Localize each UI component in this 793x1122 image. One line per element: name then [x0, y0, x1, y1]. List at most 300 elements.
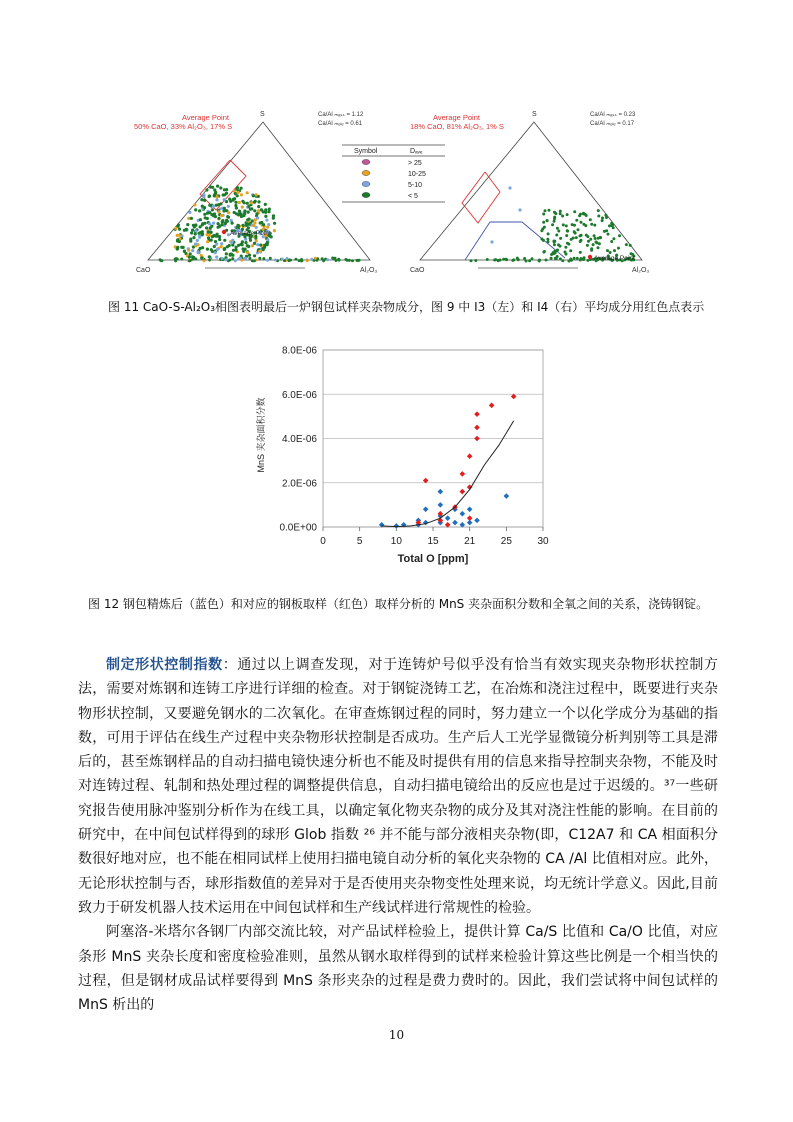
right-average-composition: 18% CaO, 81% Al₂O₃, 1% S — [410, 122, 504, 131]
right-inclusion-dot — [566, 230, 569, 233]
left-inclusion-dot — [174, 258, 177, 261]
left-inclusion-dot — [213, 212, 216, 215]
left-inclusion-dot — [272, 214, 275, 217]
left-inclusion-dot — [243, 201, 246, 204]
right-inclusion-dot — [610, 240, 613, 243]
left-inclusion-dot — [273, 229, 276, 232]
left-inclusion-dot — [206, 240, 209, 243]
left-inclusion-dot — [199, 218, 202, 221]
left-inclusion-dot — [274, 259, 277, 262]
left-inclusion-dot — [189, 252, 192, 255]
left-inclusion-dot — [219, 186, 222, 189]
right-inclusion-dot — [573, 210, 576, 213]
left-inclusion-dot — [237, 213, 240, 216]
right-inclusion-dot — [581, 258, 584, 261]
legend-label-2: 5-10 — [408, 182, 423, 189]
red-data-point — [460, 471, 466, 477]
left-inclusion-dot — [191, 229, 194, 232]
right-inclusion-dot — [556, 227, 559, 230]
left-inclusion-dot — [192, 236, 195, 239]
x-tick-label: 30 — [537, 536, 549, 547]
right-inclusion-dot — [531, 257, 534, 260]
blue-data-point — [460, 511, 466, 517]
left-inclusion-dot — [230, 253, 233, 256]
left-inclusion-dot — [253, 242, 256, 245]
left-inclusion-dot — [242, 214, 245, 217]
right-inclusion-dot — [553, 211, 556, 214]
right-inclusion-dot — [547, 232, 550, 235]
right-inclusion-dot — [587, 259, 590, 262]
right-inclusion-dot — [582, 212, 585, 215]
left-inclusion-dot — [205, 226, 208, 229]
left-inclusion-dot — [230, 241, 233, 244]
right-inclusion-dot — [609, 251, 612, 254]
x-tick-labels — [320, 536, 549, 547]
left-inclusion-dot — [208, 259, 211, 262]
blue-data-point — [467, 507, 473, 513]
left-inclusion-dot — [260, 208, 263, 211]
left-inclusion-dot — [194, 258, 197, 261]
red-data-point — [474, 425, 480, 431]
right-inclusion-dot — [542, 221, 545, 224]
left-inclusion-dot — [217, 203, 220, 206]
right-inclusion-dot — [517, 258, 520, 261]
left-inclusion-dot — [212, 222, 215, 225]
left-inclusion-dot — [250, 207, 253, 210]
left-inclusion-dot — [215, 198, 218, 201]
blue-data-point — [394, 523, 400, 529]
left-average-composition: 50% CaO, 33% Al₂O₃, 17% S — [134, 122, 233, 131]
left-inclusion-dot — [258, 250, 261, 253]
left-inclusion-dot — [225, 252, 228, 255]
left-inclusion-dot — [209, 186, 212, 189]
right-inclusion-dot — [625, 243, 628, 246]
left-inclusion-dot — [159, 258, 162, 261]
left-inclusion-dot — [223, 198, 226, 201]
right-inclusion-dot — [508, 186, 511, 189]
right-inclusion-dot — [582, 223, 585, 226]
left-inclusion-dot — [248, 257, 251, 260]
left-inclusion-dot — [194, 208, 197, 211]
left-inclusion-dot — [257, 200, 260, 203]
right-inclusion-dot — [518, 208, 521, 211]
left-inclusion-dot — [227, 205, 230, 208]
left-inclusion-dot — [247, 223, 250, 226]
right-inclusion-dot — [546, 238, 549, 241]
left-inclusion-dot — [208, 255, 211, 258]
left-inclusion-dot — [198, 236, 201, 239]
left-inclusion-dot — [240, 187, 243, 190]
right-inclusion-dot — [605, 216, 608, 219]
left-inclusion-dot — [248, 254, 251, 257]
right-inclusion-dot — [512, 258, 515, 261]
left-inclusion-dot — [356, 259, 359, 262]
left-inclusion-dot — [246, 218, 249, 221]
left-inclusion-dot — [225, 258, 228, 261]
x-tick-label: 0 — [320, 536, 326, 547]
right-inclusion-dot — [613, 249, 616, 252]
right-inclusion-dot — [553, 220, 556, 223]
left-inclusion-dot — [188, 256, 191, 259]
left-inclusion-dot — [234, 201, 237, 204]
left-inclusion-dot — [200, 256, 203, 259]
red-data-point — [467, 453, 473, 459]
left-inclusion-dot — [208, 195, 211, 198]
left-inclusion-dot — [243, 209, 246, 212]
left-inclusion-dot — [233, 211, 236, 214]
left-inclusion-dot — [220, 214, 223, 217]
right-red-region — [462, 172, 500, 223]
right-inclusion-dot — [559, 237, 562, 240]
left-inclusion-dot — [268, 208, 271, 211]
left-inclusion-dot — [212, 205, 215, 208]
left-inclusion-dot — [188, 259, 191, 262]
right-inclusion-dot — [543, 250, 546, 253]
left-average-label: Average Point — [230, 230, 271, 237]
left-inclusion-dot — [265, 219, 268, 222]
right-inclusion-dot — [490, 240, 493, 243]
right-inclusion-dot — [540, 238, 543, 241]
right-inclusion-dot — [559, 245, 562, 248]
red-data-point — [489, 403, 495, 409]
legend-symbol-0 — [362, 159, 370, 164]
red-data-point — [474, 411, 480, 417]
left-inclusion-dot — [253, 254, 256, 257]
right-inclusion-dot — [565, 234, 568, 237]
chart-axes — [323, 350, 543, 531]
paragraph-2: 阿塞洛-米塔尔各钢厂内部交流比较，对产品试样检验上，提供计算 Ca/S 比值和 Ca/O 比值，对应条形 MnS 夹杂长度和密度检验准则，虽然从钢水取样得到的试样来检验计算这些比例是一个相当快的过程，但是钢材成品试样要得到 MnS 条形夹杂的过程是费力费时的。因此，我们尝试将中间包试样的 MnS 析出的 — [78, 924, 718, 1014]
paragraph-1-text: ：通过以上调查发现，对于连铸炉号似乎没有恰当有效实现夹杂物形状控制方法，需要对炼钢和连铸工序进行详细的检查。对于钢锭浇铸工艺，在冶炼和浇注过程中，既要进行夹杂物形状控制，又要避免钢水的二次氧化。在审查炼钢过程的同时，努力建立一个以化学成分为基础的指数，可用于评估在线生产过程中夹杂物形状控制是否成功。生产后人工光学显微镜分析判别等工具是滞后的，甚至炼钢样品的自动扫描电镜快速分析也不能及时提供有用的信息来指导控制夹杂物，不能及时对连铸过程、轧制和热处理过程的调整提供信息，自动扫描电镜给出的反应也是过于迟缓的。³⁷一些研究报告使用脉冲鉴别分析作为在线工具，以确定氧化物夹杂物的成分及其对浇注性能的影响。在目前的研究中，在中间包试样得到的球形 Glob 指数 ²⁶ 并不能与部分液相夹杂物(即，C12A7 和 CA 相面积分数很好地对应，也不能在相同试样上使用扫描电镜自动分析的氧化夹杂物的 CA /Al 比值相对应。此外，无论形状控制与否，球形指数值的差异对于是否使用夹杂物变性处理来说，均无统计学意义。因此,目前致力于研发机器人技术运用在中间包试样和生产线试样进行常规性的检验。 — [78, 657, 719, 916]
left-inclusion-dot — [252, 194, 255, 197]
left-inclusion-dot — [257, 205, 260, 208]
left-inclusion-dot — [213, 188, 216, 191]
x-tick-label: 5 — [356, 536, 363, 547]
right-average-label: Average Point — [594, 255, 635, 262]
section-body — [78, 653, 718, 1017]
left-inclusion-dot — [180, 234, 183, 237]
red-data-point — [474, 436, 480, 442]
left-inclusion-dot — [247, 211, 250, 214]
left-inclusion-dot — [351, 259, 354, 262]
left-inclusion-dot — [322, 259, 325, 262]
left-inclusion-dot — [234, 259, 237, 262]
right-ratio-mass: Ca/Al ₘₐₛₛ = 0.23 — [590, 112, 636, 118]
right-inclusion-dot — [553, 216, 556, 219]
section-heading: 制定形状控制指数 — [106, 657, 223, 673]
left-inclusion-dot — [205, 188, 208, 191]
x-axis-label: Total O [ppm] — [397, 553, 469, 565]
left-inclusion-dot — [281, 258, 284, 261]
paragraph-1 — [78, 653, 718, 920]
left-inclusion-dot — [223, 247, 226, 250]
left-inclusion-dot — [193, 203, 196, 206]
left-inclusion-dot — [236, 186, 239, 189]
left-inclusion-dot — [264, 215, 267, 218]
left-inclusion-dot — [208, 222, 211, 225]
right-inclusion-dot — [578, 214, 581, 217]
left-inclusion-dot — [215, 243, 218, 246]
left-inclusion-dot — [238, 201, 241, 204]
left-inclusion-dot — [247, 205, 250, 208]
legend-col-d: Dₐᵥₑ — [410, 148, 423, 155]
left-inclusion-dot — [266, 226, 269, 229]
right-inclusion-dot — [548, 209, 551, 212]
right-inclusion-dot — [546, 219, 549, 222]
left-inclusion-dot — [244, 241, 247, 244]
right-inclusion-dot — [575, 236, 578, 239]
right-inclusion-dot — [601, 217, 604, 220]
left-inclusion-dot — [241, 259, 244, 262]
blue-data-point — [452, 520, 458, 526]
right-inclusion-points — [470, 186, 636, 262]
right-inclusion-dot — [597, 246, 600, 249]
right-inclusion-dot — [580, 239, 583, 242]
page-number: 10 — [388, 1028, 405, 1042]
right-inclusion-dot — [593, 224, 596, 227]
left-inclusion-dot — [253, 201, 256, 204]
left-inclusion-dot — [264, 203, 267, 206]
left-inclusion-points — [159, 185, 361, 263]
right-inclusion-dot — [553, 240, 556, 243]
right-inclusion-dot — [557, 230, 560, 233]
left-inclusion-dot — [201, 246, 204, 249]
right-inclusion-dot — [504, 258, 507, 261]
right-apex-s: S — [532, 111, 537, 118]
right-inclusion-dot — [573, 257, 576, 260]
legend-label-0: > 25 — [408, 160, 422, 167]
left-inclusion-dot — [201, 222, 204, 225]
figure-12-scatter-chart — [250, 335, 560, 570]
left-inclusion-dot — [203, 206, 206, 209]
left-inclusion-dot — [211, 208, 214, 211]
left-inclusion-dot — [198, 209, 201, 212]
left-inclusion-dot — [264, 211, 267, 214]
right-inclusion-dot — [576, 257, 579, 260]
left-inclusion-dot — [240, 193, 243, 196]
left-inclusion-dot — [266, 259, 269, 262]
left-inclusion-dot — [337, 258, 340, 261]
right-inclusion-dot — [612, 237, 615, 240]
right-inclusion-dot — [545, 259, 548, 262]
left-inclusion-dot — [180, 258, 183, 261]
red-data-point — [467, 515, 473, 521]
left-inclusion-dot — [295, 258, 298, 261]
left-inclusion-dot — [266, 238, 269, 241]
left-inclusion-dot — [241, 206, 244, 209]
left-inclusion-dot — [223, 193, 226, 196]
right-inclusion-dot — [538, 259, 541, 262]
right-inclusion-dot — [540, 229, 543, 232]
right-inclusion-dot — [573, 230, 576, 233]
right-inclusion-dot — [470, 259, 473, 262]
left-inclusion-dot — [251, 244, 254, 247]
right-inclusion-dot — [551, 223, 554, 226]
right-inclusion-dot — [564, 246, 567, 249]
left-inclusion-dot — [310, 258, 313, 261]
x-tick-label: 15 — [427, 536, 439, 547]
left-apex-al2o3: Al₂O₃ — [360, 267, 378, 274]
left-inclusion-dot — [218, 238, 221, 241]
left-inclusion-dot — [225, 188, 228, 191]
red-data-point — [460, 489, 466, 495]
right-inclusion-dot — [570, 259, 573, 262]
left-inclusion-dot — [223, 207, 226, 210]
right-inclusion-dot — [610, 224, 613, 227]
right-inclusion-dot — [590, 249, 593, 252]
left-inclusion-dot — [231, 257, 234, 260]
right-inclusion-dot — [565, 224, 568, 227]
blue-data-point — [504, 493, 510, 499]
right-apex-cao: CaO — [410, 267, 425, 274]
left-inclusion-dot — [197, 251, 200, 254]
left-inclusion-dot — [218, 225, 221, 228]
right-inclusion-dot — [597, 237, 600, 240]
left-inclusion-dot — [200, 198, 203, 201]
figure-11-ternary-diagrams — [120, 100, 680, 285]
y-tick-label: 2.0E-06 — [281, 478, 317, 490]
right-inclusion-dot — [587, 240, 590, 243]
right-inclusion-dot — [589, 238, 592, 241]
left-inclusion-dot — [203, 259, 206, 262]
left-inclusion-dot — [298, 259, 301, 262]
chart-series — [379, 394, 517, 529]
left-inclusion-dot — [258, 257, 261, 260]
legend-col-symbol: Symbol — [354, 148, 378, 155]
right-inclusion-dot — [544, 209, 547, 212]
right-inclusion-dot — [569, 249, 572, 252]
left-inclusion-dot — [210, 231, 213, 234]
right-inclusion-dot — [554, 252, 557, 255]
left-inclusion-dot — [306, 259, 309, 262]
right-inclusion-dot — [586, 235, 589, 238]
left-inclusion-dot — [256, 216, 259, 219]
left-inclusion-dot — [187, 249, 190, 252]
right-inclusion-dot — [577, 228, 580, 231]
left-inclusion-dot — [217, 217, 220, 220]
left-inclusion-dot — [193, 225, 196, 228]
left-inclusion-dot — [191, 258, 194, 261]
right-ratio-mole: Ca/Al ₘₒₗₑ = 0.17 — [590, 121, 635, 127]
blue-data-point — [438, 489, 444, 495]
left-inclusion-dot — [216, 248, 219, 251]
left-inclusion-dot — [216, 185, 219, 188]
left-inclusion-dot — [241, 224, 244, 227]
right-inclusion-dot — [561, 259, 564, 262]
left-inclusion-dot — [214, 235, 217, 238]
right-inclusion-dot — [597, 215, 600, 218]
left-inclusion-dot — [273, 222, 276, 225]
left-inclusion-dot — [252, 224, 255, 227]
left-inclusion-dot — [234, 204, 237, 207]
left-inclusion-dot — [253, 209, 256, 212]
right-inclusion-dot — [598, 242, 601, 245]
right-inclusion-dot — [555, 234, 558, 237]
y-tick-label: 8.0E-06 — [281, 345, 317, 357]
right-inclusion-dot — [559, 212, 562, 215]
left-inclusion-dot — [220, 242, 223, 245]
left-inclusion-dot — [218, 235, 221, 238]
left-inclusion-dot — [202, 193, 205, 196]
left-inclusion-dot — [213, 245, 216, 248]
right-inclusion-dot — [590, 223, 593, 226]
left-inclusion-dot — [346, 259, 349, 262]
left-inclusion-dot — [188, 211, 191, 214]
right-inclusion-dot — [629, 244, 632, 247]
left-inclusion-dot — [208, 204, 211, 207]
left-ratio-mass: Ca/Al ₘₐₛₛ = 1.12 — [318, 112, 364, 118]
left-inclusion-dot — [246, 244, 249, 247]
right-inclusion-dot — [592, 243, 595, 246]
left-inclusion-dot — [256, 243, 259, 246]
right-inclusion-dot — [586, 244, 589, 247]
right-inclusion-dot — [542, 213, 545, 216]
right-inclusion-dot — [606, 249, 609, 252]
left-inclusion-dot — [221, 220, 224, 223]
left-inclusion-dot — [186, 223, 189, 226]
left-inclusion-dot — [227, 216, 230, 219]
left-inclusion-dot — [232, 249, 235, 252]
left-inclusion-dot — [185, 228, 188, 231]
right-inclusion-dot — [593, 234, 596, 237]
right-inclusion-dot — [528, 259, 531, 262]
figure-12-caption: 图 12 钢包精炼后（蓝色）和对应的钢板取样（红色）取样分析的 MnS 夹杂面积分数和全氧之间的关系，浇铸钢锭。 — [88, 597, 709, 611]
right-inclusion-dot — [594, 237, 597, 240]
right-ternary-panel — [410, 111, 649, 274]
left-inclusion-dot — [178, 234, 181, 237]
left-inclusion-dot — [250, 201, 253, 204]
left-inclusion-dot — [209, 226, 212, 229]
y-axis-label: MnS 夹杂面积分数 — [256, 397, 266, 473]
legend-label-1: 10-25 — [408, 171, 426, 178]
left-inclusion-dot — [236, 194, 239, 197]
right-inclusion-dot — [547, 240, 550, 243]
left-average-point — [222, 230, 226, 234]
left-inclusion-dot — [263, 244, 266, 247]
left-inclusion-dot — [227, 211, 230, 214]
left-inclusion-dot — [226, 220, 229, 223]
right-inclusion-dot — [617, 247, 620, 250]
left-inclusion-dot — [178, 228, 181, 231]
right-inclusion-dot — [556, 249, 559, 252]
right-inclusion-dot — [553, 243, 556, 246]
right-inclusion-dot — [605, 229, 608, 232]
x-tick-label: 21 — [464, 536, 476, 547]
left-inclusion-dot — [183, 250, 186, 253]
left-inclusion-dot — [196, 239, 199, 242]
left-inclusion-dot — [314, 257, 317, 260]
left-inclusion-dot — [206, 212, 209, 215]
right-inclusion-dot — [575, 219, 578, 222]
right-inclusion-dot — [607, 233, 610, 236]
left-inclusion-dot — [210, 248, 213, 251]
left-inclusion-dot — [176, 247, 179, 250]
left-inclusion-dot — [223, 239, 226, 242]
left-inclusion-dot — [214, 251, 217, 254]
left-inclusion-dot — [206, 248, 209, 251]
chart-gridlines — [323, 350, 543, 527]
blue-data-point — [474, 518, 480, 524]
y-tick-label: 4.0E-06 — [281, 434, 317, 445]
right-inclusion-dot — [561, 215, 564, 218]
left-inclusion-dot — [177, 224, 180, 227]
left-inclusion-dot — [326, 258, 329, 261]
right-inclusion-dot — [550, 257, 553, 260]
left-inclusion-dot — [244, 257, 247, 260]
y-tick-label: 6.0E-06 — [281, 389, 317, 401]
right-inclusion-dot — [566, 213, 569, 216]
figure-11-caption: 图 11 CaO-S-Al₂O₃相图表明最后一炉钢包试样夹杂物成分，图 9 中 I3（左）和 I4（右）平均成分用红色点表示 — [108, 300, 705, 314]
left-apex-cao: CaO — [136, 267, 151, 274]
